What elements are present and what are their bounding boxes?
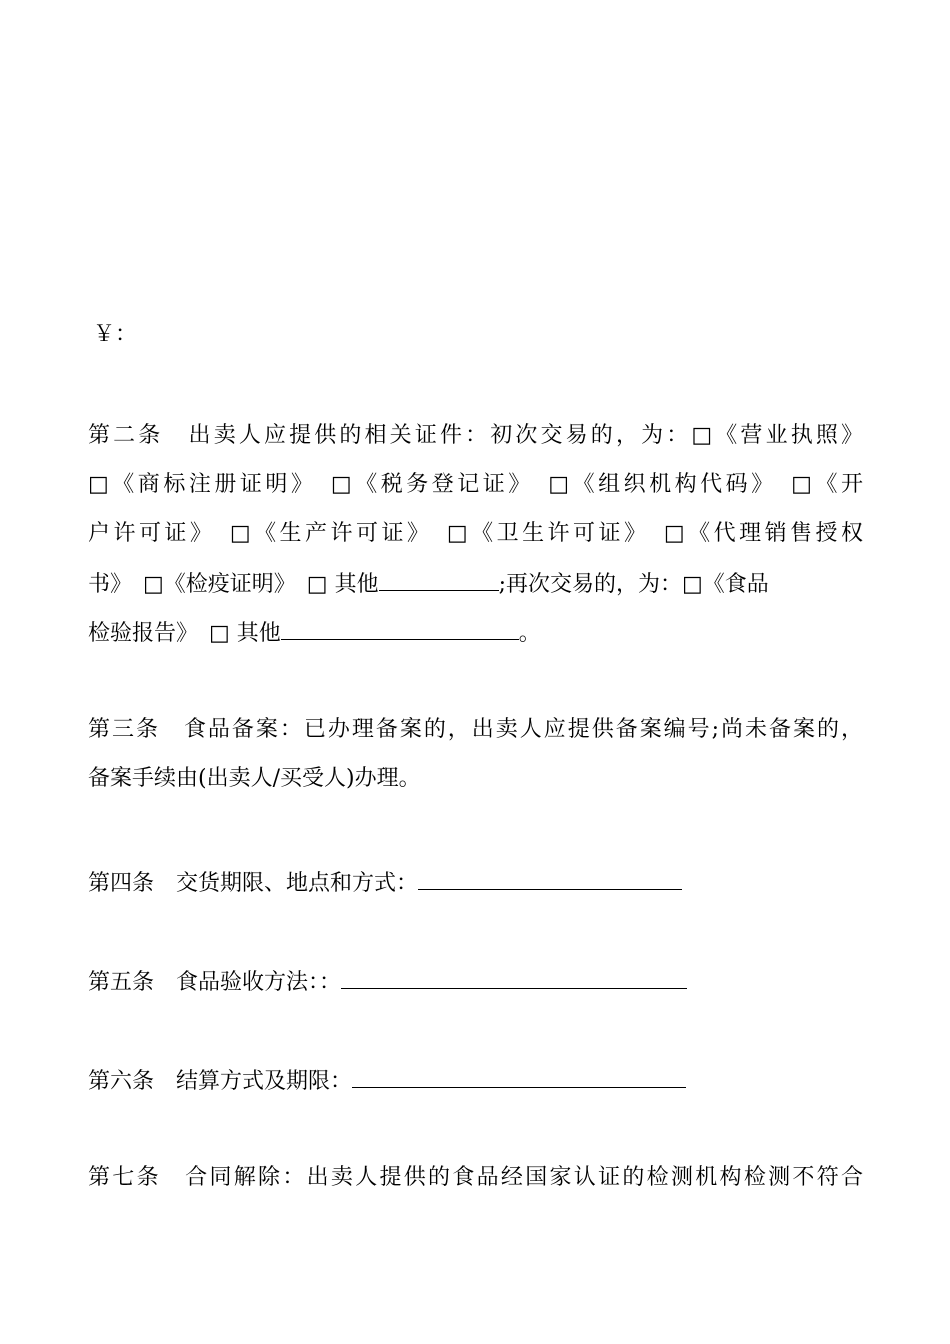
article-2-line-5-text-a: 检验报告》 □ 其他 — [88, 621, 281, 646]
article-4 — [88, 869, 682, 897]
delivery-blank[interactable] — [418, 869, 682, 890]
article-2-line-5 — [88, 619, 541, 647]
yen-line: ￥： — [93, 322, 138, 347]
article-2-line-4-text-a: 书》 □《检疫证明》 □ 其他 — [88, 572, 379, 597]
article-2-line-3: 户许可证》 □《生产许可证》 □《卫生许可证》 □《代理销售授权 — [88, 521, 863, 546]
article-6 — [88, 1067, 686, 1095]
settlement-blank[interactable] — [352, 1067, 686, 1088]
other-cert-blank[interactable] — [379, 570, 499, 591]
article-3-line-2: 备案手续由(出卖人/买受人)办理。 — [88, 766, 421, 791]
article-2-line-2: □《商标注册证明》 □《税务登记证》 □《组织机构代码》 □《开 — [88, 472, 863, 497]
article-2-line-4 — [88, 570, 769, 598]
article-2-line-1: 第二条 出卖人应提供的相关证件：初次交易的，为：□《营业执照》 — [88, 423, 863, 448]
article-2-line-4-text-b: ;再次交易的，为：□《食品 — [498, 572, 769, 597]
article-5-text: 第五条 食品验收方法：： — [88, 970, 342, 995]
article-4-text: 第四条 交货期限、地点和方式： — [88, 871, 419, 896]
article-2-line-5-text-b: 。 — [518, 621, 541, 646]
article-3-line-1: 第三条 食品备案：已办理备案的，出卖人应提供备案编号;尚未备案的， — [88, 717, 863, 742]
repeat-other-blank[interactable] — [281, 619, 519, 640]
article-7-line-1: 第七条 合同解除：出卖人提供的食品经国家认证的检测机构检测不符合 — [88, 1165, 863, 1190]
article-6-text: 第六条 结算方式及期限： — [88, 1069, 353, 1094]
acceptance-blank[interactable] — [341, 968, 687, 989]
article-5 — [88, 968, 687, 996]
